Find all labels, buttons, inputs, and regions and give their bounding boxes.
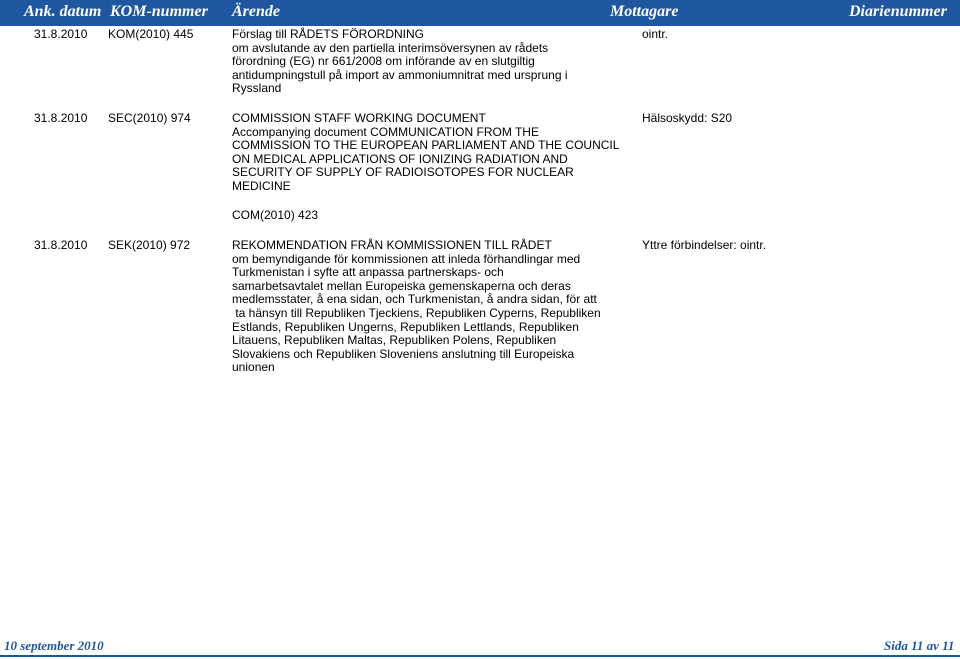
row-id: KOM(2010) 445 (108, 27, 194, 41)
footer-page-number: Sida 11 av 11 (884, 638, 955, 653)
row-description: Förslag till RÅDETS FÖRORDNING om avslutande av den partiella interimsöversynen av rådets förordning (EG) nr 661/2008 om införande av en slutgiltig antidumpningstull på import av ammoniumnitrat med ursprung i Ryssland (232, 27, 568, 96)
row-id: SEK(2010) 972 (108, 238, 191, 252)
footer-divider (0, 655, 960, 657)
header-kom-nummer: KOM-nummer (110, 3, 208, 20)
header-diarienummer: Diarienummer (849, 3, 947, 20)
header-date: Ank. datum (24, 3, 102, 20)
row-recipient: ointr. (642, 27, 669, 41)
row-recipient: Hälsoskydd: S20 (642, 111, 733, 125)
row-description: COMMISSION STAFF WORKING DOCUMENT Accompanying document COMMUNICATION FROM THE COMMISSION TO THE EUROPEAN PARLIAMENT AND THE COUNCIL ON MEDICAL APPLICATIONS OF IONIZING RADIATION AND SECURITY OF SUPPLY OF RADIOISOTOPES FOR NUCLEAR MEDICINE (232, 111, 620, 193)
table-header (0, 0, 960, 26)
row-date: 31.8.2010 (34, 238, 88, 252)
row-related-document: COM(2010) 423 (232, 208, 319, 222)
header-arende: Ärende (232, 3, 280, 20)
row-date: 31.8.2010 (34, 111, 88, 125)
footer-date: 10 september 2010 (4, 638, 104, 653)
row-date: 31.8.2010 (34, 27, 88, 41)
row-id: SEC(2010) 974 (108, 111, 191, 125)
row-recipient: Yttre förbindelser: ointr. (642, 238, 767, 252)
row-description: REKOMMENDATION FRÅN KOMMISSIONEN TILL RÅDET om bemyndigande för kommissionen att inleda förhandlingar med Turkmenistan i syfte att anpassa partnerskaps- och samarbetsavtalet mellan Europeiska gemenskaperna och deras medlemsstater, å ena sidan, och Turkmenistan, å andra sidan, för att ta hänsyn till Republiken Tjeckiens, Republiken Cyperns, Republiken Estlands, Republiken Ungerns, Republiken Lettlands, Republiken Litauens, Republiken Maltas, Republiken Polens, Republiken Slovakiens och Republiken Sloveniens anslutning till Europeiska unionen (232, 238, 601, 375)
header-mottagare: Mottagare (610, 3, 679, 20)
